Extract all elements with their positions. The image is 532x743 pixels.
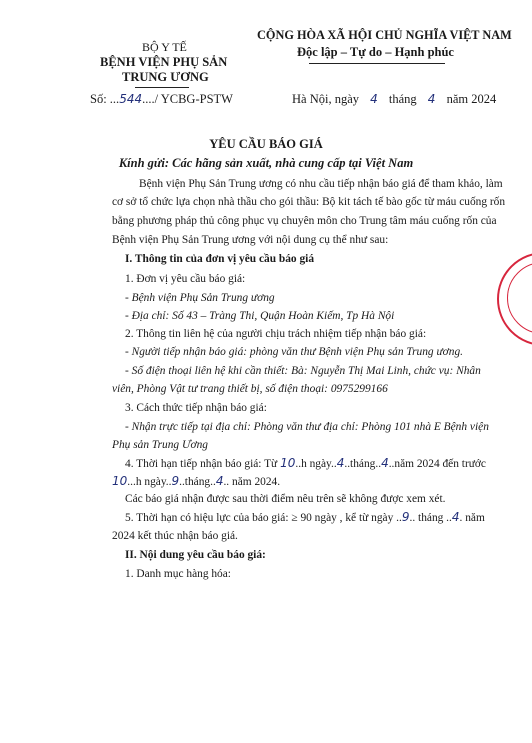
- item5-month: 4: [451, 510, 460, 524]
- item4-text-b: ..h ngày..: [295, 458, 337, 470]
- document-date: [292, 92, 496, 107]
- section1-item5-line2: 2024 kết thúc nhận báo giá.: [112, 530, 238, 542]
- date-year: năm 2024: [446, 92, 497, 106]
- section1-item5-line1: [125, 510, 485, 525]
- item5-day: 9: [401, 510, 410, 524]
- date-prefix: Hà Nội, ngày: [292, 92, 359, 106]
- item4-text-f: ..tháng..: [179, 476, 216, 488]
- hospital-name-line1: BỆNH VIỆN PHỤ SẢN: [100, 55, 228, 69]
- section1-item2-phone-line2: viên, Phòng Vật tư trang thiết bị, số điện thoại: 0975299166: [112, 383, 388, 395]
- item4-text-e: ...h ngày..: [127, 476, 172, 488]
- section1-item3-line1: - Nhận trực tiếp tại địa chỉ: Phòng văn thư địa chỉ: Phòng 101 nhà E Bệnh viện: [125, 421, 489, 433]
- doc-number-handwritten: 544: [119, 92, 143, 106]
- intro-line-4: Bệnh viện Phụ Sản Trung ương với nội dung cụ thể như sau:: [112, 234, 389, 246]
- section1-item3: 3. Cách thức tiếp nhận báo giá:: [125, 402, 267, 414]
- item4-hour-from: 10: [280, 456, 296, 470]
- addressee: Kính gửi: Các hãng sản xuất, nhà cung cấp tại Việt Nam: [118, 156, 414, 170]
- doc-number-suffix: ..../ YCBG-PSTW: [142, 92, 233, 106]
- section1-item1: 1. Đơn vị yêu cầu báo giá:: [125, 273, 246, 285]
- date-month-label: tháng: [388, 92, 417, 106]
- document-number: [90, 92, 233, 107]
- section2-item1: 1. Danh mục hàng hóa:: [125, 568, 231, 580]
- document-title: YÊU CẦU BÁO GIÁ: [209, 137, 323, 151]
- item4-day-from: 4: [336, 456, 345, 470]
- item4-text-a: 4. Thời hạn tiếp nhận báo giá: Từ: [125, 458, 278, 470]
- item5-text-c: . năm: [459, 512, 485, 524]
- intro-line-1: Bệnh viện Phụ Sản Trung ương có nhu cầu tiếp nhận báo giá để tham khảo, làm: [139, 178, 503, 190]
- republic-name: CỘNG HÒA XÃ HỘI CHỦ NGHĨA VIỆT NAM: [257, 28, 512, 42]
- section1-item2-phone-line1: - Số điện thoại liên hệ khi cần thiết: Bà: Nguyễn Thị Mai Linh, chức vụ: Nhân: [125, 365, 481, 377]
- item4-hour-to: 10: [112, 474, 128, 488]
- section1-item4-line1: [125, 456, 486, 471]
- item4-month-from: 4: [381, 456, 389, 470]
- item4-text-d: ..năm 2024 đến trước: [388, 458, 486, 470]
- date-day-handwritten: 4: [370, 92, 378, 106]
- date-month-handwritten: 4: [427, 92, 436, 106]
- section1-item3-line2: Phụ sản Trung Ương: [112, 439, 208, 451]
- section1-item2: 2. Thông tin liên hệ của người chịu trách nhiệm tiếp nhận báo giá:: [125, 328, 427, 340]
- section1-item1-address: - Địa chỉ: Số 43 – Tràng Thi, Quận Hoàn Kiếm, Tp Hà Nội: [125, 310, 395, 322]
- doc-number-prefix: Số: ...: [90, 92, 120, 106]
- stamp-inner-ring: [507, 262, 532, 334]
- section1-item2-receiver: - Người tiếp nhận báo giá: phòng văn thư Bệnh viện Phụ sản Trung ương.: [125, 346, 464, 358]
- section1-item4-note: Các báo giá nhận được sau thời điểm nêu trên sẽ không được xem xét.: [125, 493, 446, 505]
- section1-item4-line2: [112, 474, 280, 489]
- section1-item1-name: - Bệnh viện Phụ Sản Trung ương: [125, 292, 275, 304]
- official-stamp: [497, 252, 532, 346]
- ministry-name: BỘ Y TẾ: [142, 40, 187, 54]
- intro-line-3: bằng phương pháp thủ công phục vụ chuyên môn cho Trung tâm máu cuống rốn của: [112, 215, 497, 227]
- section1-heading: I. Thông tin của đơn vị yêu cầu báo giá: [125, 253, 315, 265]
- item4-text-g: .. năm 2024.: [223, 476, 281, 488]
- national-motto: Độc lập – Tự do – Hạnh phúc: [297, 45, 454, 59]
- item5-text-a: 5. Thời hạn có hiệu lực của báo giá: ≥ 90 ngày , kể từ ngày ..: [125, 512, 402, 524]
- item4-day-to: 9: [171, 474, 180, 488]
- item4-month-to: 4: [215, 474, 224, 488]
- item4-text-c: ..tháng..: [344, 458, 382, 470]
- left-header-rule: [135, 87, 189, 88]
- intro-line-2: cơ sở tổ chức lựa chọn nhà thầu cho gói thầu: Bộ kit tách tế bào gốc từ máu cuống rốn: [112, 196, 506, 208]
- hospital-name-line2: TRUNG ƯƠNG: [122, 70, 209, 84]
- section2-heading: II. Nội dung yêu cầu báo giá:: [125, 549, 266, 561]
- right-header-rule: [309, 63, 445, 64]
- item5-text-b: .. tháng ..: [409, 512, 452, 524]
